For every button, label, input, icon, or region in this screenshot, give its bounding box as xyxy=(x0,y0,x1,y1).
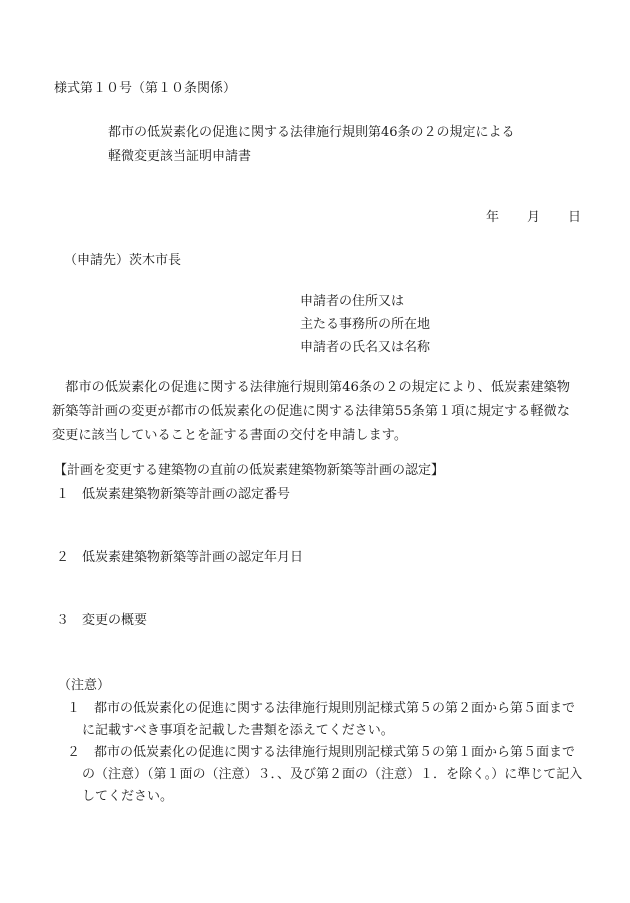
addressee: （申請先）茨木市長 xyxy=(64,253,182,268)
document-title-line-1: 都市の低炭素化の促進に関する法律施行規則第46条の２の規定による xyxy=(108,125,515,140)
date-day-label: 日 xyxy=(568,210,582,225)
application-body-text xyxy=(52,376,582,448)
section-heading: 【計画を変更する建築物の直前の低炭素建築物新築等計画の認定】 xyxy=(54,463,445,478)
applicant-name-label: 申請者の氏名又は名称 xyxy=(300,340,431,355)
body-paragraph: 都市の低炭素化の促進に関する法律施行規則第46条の２の規定により、低炭素建築物新築等計画の変更が都市の低炭素化の促進に関する法律第55条第１項に規定する軽微な変更に該当していることを証する書面の交付を申請します。 xyxy=(52,380,570,443)
applicant-office-label: 主たる事務所の所在地 xyxy=(300,317,431,332)
form-number: 様式第１０号（第１０条関係） xyxy=(54,81,237,96)
note-number: ２ xyxy=(66,745,80,760)
item-label: 変更の概要 xyxy=(82,613,148,628)
note-text: 都市の低炭素化の促進に関する法律施行規則別記様式第５の第２面から第５面までに記載すべき事項を記載した書類を添えてください。 xyxy=(82,701,576,738)
item-certification-date xyxy=(56,549,303,567)
note-text: 都市の低炭素化の促進に関する法律施行規則別記様式第５の第１面から第５面までの（注意）（第１面の（注意）３．、及び第２面の（注意）１．を除く。）に準じて記入してください。 xyxy=(82,745,583,804)
item-number: ３ xyxy=(56,613,70,628)
date-field xyxy=(486,209,582,227)
item-number: １ xyxy=(56,487,70,502)
note-number: １ xyxy=(66,701,80,716)
notes-heading: （注意） xyxy=(58,678,111,693)
applicant-address-label: 申請者の住所又は xyxy=(300,294,405,309)
date-year-label: 年 xyxy=(486,210,500,225)
item-number: ２ xyxy=(56,550,70,565)
item-certification-number xyxy=(56,486,290,504)
item-change-summary xyxy=(56,612,147,630)
item-label: 低炭素建築物新築等計画の認定番号 xyxy=(82,487,291,502)
item-label: 低炭素建築物新築等計画の認定年月日 xyxy=(82,550,304,565)
document-title-line-2: 軽微変更該当証明申請書 xyxy=(108,149,252,164)
date-month-label: 月 xyxy=(527,210,541,225)
